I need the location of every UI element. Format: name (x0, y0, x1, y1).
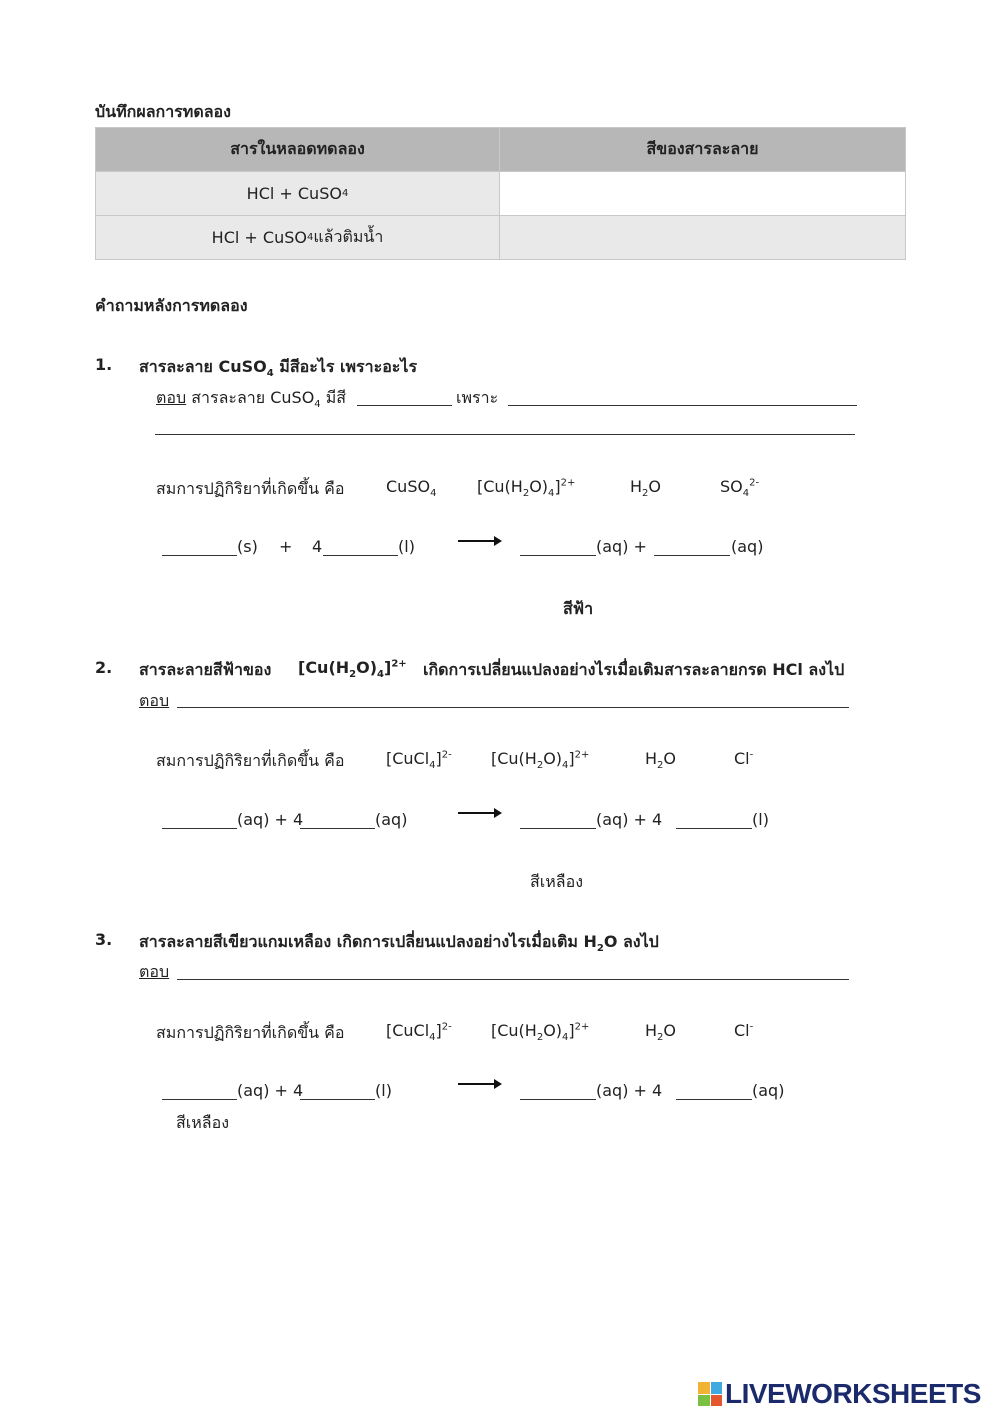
q2-choice-cucl4: [CuCl$_4$]$^{2-}$ (386, 749, 452, 772)
table-header-row (96, 128, 905, 171)
q1-eq-plus: + (279, 537, 293, 556)
table-row (96, 171, 905, 215)
q2-choice-chloride: Cl- (734, 749, 754, 768)
q3-eq-blank-1[interactable] (162, 1099, 237, 1100)
q2-choice-water: $H_2O$ (645, 749, 676, 772)
q2-question-pre: สารละลายสีฟ้าของ (139, 660, 272, 679)
table-header-color: สีของสารละลาย (500, 128, 905, 171)
table-cell-substance: HCl + CuSO 4 แล้วติมน้ำ (96, 216, 500, 259)
q2-eq-state-2: (aq) (375, 810, 408, 829)
q2-eq-state-1: (aq) + 4 (237, 810, 304, 829)
questions-section-title: คำถามหลังการทดลอง (95, 296, 248, 315)
q1-equation-label: สมการปฏิกิริยาที่เกิดขึ้น คือ (156, 479, 345, 498)
q2-answer-label: ตอบ (139, 691, 170, 710)
q2-eq-blank-1[interactable] (162, 828, 237, 829)
q1-answer: ตอบ สารละลาย CuSO$_4$ มีสี (156, 388, 347, 411)
q1-color-note: สีฟ้า (563, 599, 594, 618)
q3-eq-blank-2[interactable] (300, 1099, 375, 1100)
q1-eq-state-4: (aq) (731, 537, 764, 556)
q3-equation-label: สมการปฏิกิริยาที่เกิดขึ้น คือ (156, 1023, 345, 1042)
q3-eq-blank-4[interactable] (676, 1099, 752, 1100)
q2-equation-label: สมการปฏิกิริยาที่เกิดขึ้น คือ (156, 751, 345, 770)
q3-choice-cucl4: [CuCl$_4$]$^{2-}$ (386, 1021, 452, 1044)
q3-choice-chloride: Cl- (734, 1021, 754, 1040)
q1-eq-state-1: (s) (237, 537, 258, 556)
q2-eq-blank-4[interactable] (676, 828, 752, 829)
q3-answer-label: ตอบ (139, 962, 170, 981)
q3-choice-water: $H_2O$ (645, 1021, 676, 1044)
q2-eq-state-3: (aq) + 4 (596, 810, 663, 829)
q1-eq-state-2: (l) (398, 537, 415, 556)
liveworksheets-logo (698, 1378, 981, 1410)
q3-answer-blank[interactable] (177, 979, 849, 980)
q2-answer-blank[interactable] (177, 707, 849, 708)
table-cell-color-input[interactable] (500, 216, 905, 259)
q1-color-blank[interactable] (357, 405, 452, 406)
q3-eq-state-2: (l) (375, 1081, 392, 1100)
q1-eq-blank-4[interactable] (654, 555, 730, 556)
q1-eq-blank-1[interactable] (162, 555, 237, 556)
table-cell-color-input[interactable] (500, 172, 905, 215)
q2-eq-blank-3[interactable] (520, 828, 596, 829)
q2-choice-cu-aqua-complex: $[Cu(H_2O)_4]^{2+}$ (491, 749, 590, 772)
q1-eq-blank-2[interactable] (323, 555, 398, 556)
q3-eq-state-4: (aq) (752, 1081, 785, 1100)
q3-color-note: สีเหลือง (176, 1113, 230, 1132)
results-section-title: บันทึกผลการทดลอง (95, 102, 231, 121)
q1-question: สารละลาย CuSO$_4$ มีสีอะไร เพราะอะไร (139, 357, 418, 380)
q3-question: สารละลายสีเขียวแกมเหลือง เกิดการเปลี่ยนแปลงอย่างไรเมื่อเติม $H_2O$ ลงไป (139, 932, 659, 955)
q1-eq-coef: 4 (312, 537, 323, 556)
q1-choice-water: $H_2O$ (630, 477, 661, 500)
q3-choice-cu-aqua-complex: $[Cu(H_2O)_4]^{2+}$ (491, 1021, 590, 1044)
q3-eq-state-3: (aq) + 4 (596, 1081, 663, 1100)
q2-eq-blank-2[interactable] (300, 828, 375, 829)
q1-choice-cuso4: CuSO$_4$ (386, 477, 437, 500)
liveworksheets-brand: LIVEWORKSHEETS (725, 1378, 981, 1409)
q1-because-label: เพราะ (456, 388, 499, 407)
q1-reason-blank-2[interactable] (155, 434, 855, 435)
table-header-substance: สารในหลอดทดลอง (96, 128, 500, 171)
q1-reason-blank[interactable] (508, 405, 857, 406)
q2-question-ion: $[Cu(H_2O)_4]^{2+}$ (298, 658, 407, 681)
q2-reaction-arrow-icon (458, 812, 500, 814)
q3-reaction-arrow-icon (458, 1083, 500, 1085)
q1-reaction-arrow-icon (458, 540, 500, 542)
table-row (96, 215, 905, 259)
q2-question-post: เกิดการเปลี่ยนแปลงอย่างไรเมื่อเติมสารละลายกรด HCl ลงไป (423, 660, 845, 679)
q2-number: 2. (95, 658, 113, 677)
results-table (95, 127, 906, 260)
q3-eq-state-1: (aq) + 4 (237, 1081, 304, 1100)
table-cell-substance: HCl + CuSO 4 (96, 172, 500, 215)
q1-eq-blank-3[interactable] (520, 555, 596, 556)
q1-choice-cu-aqua-complex: $[Cu(H_2O)_4]^{2+}$ (477, 477, 576, 500)
q3-eq-blank-3[interactable] (520, 1099, 596, 1100)
q1-number: 1. (95, 355, 113, 374)
q1-choice-sulfate: $SO_4^{2-}$ (720, 477, 760, 500)
q2-eq-state-4: (l) (752, 810, 769, 829)
liveworksheets-logo-icon (698, 1382, 722, 1406)
q2-color-note: สีเหลือง (530, 872, 584, 891)
q3-number: 3. (95, 930, 113, 949)
q1-eq-state-3: (aq) + (596, 537, 647, 556)
